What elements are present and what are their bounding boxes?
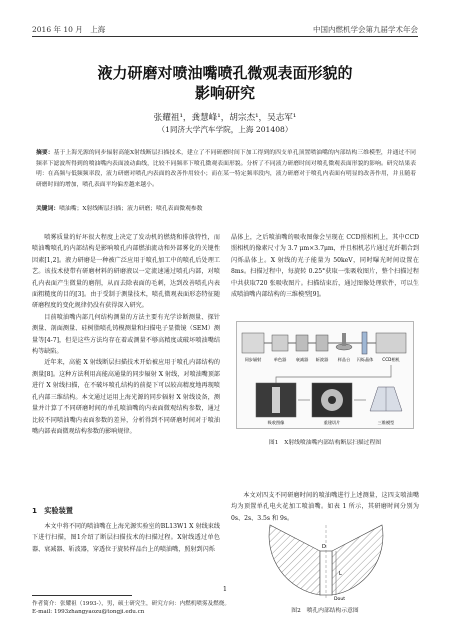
label-chopper: 斩波器 [315, 357, 329, 362]
paragraph-intro-1: 喷雾质量的好坏很大程度上决定了发动机的燃烧和排放特性，而喷油嘴喷孔的内部结构是影响喷孔内部燃油流动和外部雾化的关键性因素[1,2]。液力研磨是一种被广泛应用于喷孔加工中的喷孔后处理工艺。该技术使带有研磨材料的研磨液以一定流速通过喷孔内部，对喷孔内表面产生微量的磨削，从而去除表面的毛刺，达到改善喷孔内表面粗糙度的目的[3]。由于受制于测量技术，喷孔微观表面形态特征随研磨程度的变化规律仍没有获得深入研究。 [32, 234, 220, 310]
scintillator [362, 332, 367, 354]
label-outlet-diameter: Dout [334, 597, 346, 601]
affiliation: （1同济大学汽车学院，上海 201408） [157, 125, 293, 134]
left-column-body [32, 232, 220, 437]
chopper-box [316, 335, 328, 351]
label-image1: 吸收图像 [267, 420, 285, 425]
authors: 张耀祖¹，龚慧峰¹，胡宗杰¹，吴志军¹ [153, 113, 297, 123]
paper-title-line2: 影响研究 [194, 84, 255, 102]
figure-2-caption: 图2 喷孔内部结构示意图 [291, 608, 359, 614]
label-diameter: D [322, 544, 326, 550]
header-conference: 中国内燃机学会第九届学术年会 [313, 25, 418, 34]
source-box [242, 333, 264, 353]
label-image2: 重建切片 [323, 420, 341, 425]
figure-1-caption: 图1 X射线喷油嘴内部结构断层扫描过程图 [268, 440, 382, 446]
label-monochromator: 单色器 [273, 357, 287, 362]
abstract-label: 摘要： [36, 150, 54, 156]
label-attenuator: 衰减器 [295, 357, 309, 362]
monochromator-box [272, 335, 288, 351]
paper-title-line1: 液力研磨对喷油嘴喷孔微观表面形貌的 [97, 64, 353, 82]
paragraph-right-2: 本文对四支不同研磨时间的喷油嘴进行上述测量，这四支喷油嘴均为顶置单孔电火花加工喷油嘴。如表 1 所示，其研磨时间分别为 0s、2s、3.5s 和 9s。 [231, 492, 419, 522]
right-column-body [231, 232, 419, 300]
label-model: 三维模型 [377, 420, 395, 425]
label-scintillator: 闪烁晶体 [356, 357, 374, 362]
abstract-text: 基于上海光源的同步辐射高能X射线断层扫描技术，建立了不同研磨时间下加工得到的四支单孔顶置喷油嘴的内部结构三维模型，并通过不同频率下滤波所得到的喷油嘴内表面波动曲线，比较不同频率下喷孔微观表面形貌。分析了不同液力研磨时间对喷孔微观表面形貌的影响。研究结果表明：在高频与低频频率段，液力研磨对喷孔内表面的改善作用较小；而在某一特定频率段内，液力研磨对于喷孔内表面有明显的改善作用，并且随着研磨时间的增加，喷孔表面平均偏差越来越小。 [36, 150, 416, 188]
footnote-author: 作者简介：张耀祖（1993-），男，硕士研究生，研究方向：内燃机喷雾及燃烧。 [32, 601, 230, 607]
label-source: 同步辐射 [244, 357, 262, 362]
label-camera: CCD相机 [382, 357, 400, 362]
header-date-location: 2016 年 10 月 上海 [32, 25, 106, 34]
footnote-email[interactable]: E-mail: 1993zhangyaozu@tongji.edu.cn [32, 609, 145, 615]
paragraph-intro-2: 目前喷油嘴内部几何结构测量的方法主要有光学诊断测量、探针测量、剖面测量、硅树脂喷孔铸模测量和扫描电子显微镜（SEM）测量等[4-7]，但是这些方法均存在着或测量不够高精度或破坏喷油嘴结构等缺陷。 [32, 313, 220, 356]
header-rule [32, 36, 418, 37]
keywords-label: 关键词： [36, 206, 60, 212]
keywords-text: 喷油嘴；X射线断层扫描；液力研磨；喷孔表面微观参数 [59, 206, 203, 212]
slice-bore [328, 396, 336, 404]
label-length: L [339, 571, 342, 577]
right-column-after-fig1 [231, 490, 419, 524]
footnote-rule [32, 595, 132, 596]
figure-1-schematic [236, 321, 414, 429]
abstract [36, 148, 416, 190]
paragraph-right-1: 晶体上，之后喷油嘴的吸收图像会呈现在 CCD照相机上，其中CCD照相机的像素尺寸为 3.7 μm×3.7μm，并且相机芯片通过光纤耦合到闪烁晶体上。X 射线的光子能量为 50keV，同时曝光时间设置在 8ms。扫描过程中，每旋转 0.25°获取一张吸收图片，整个扫描过程中共获取720 张吸收图片。扫描结束后，通过图像处理软件，可以生成喷油嘴内部结构的三维模型[9]。 [231, 234, 419, 299]
left-column-section1 [32, 521, 220, 555]
ccd-camera [376, 333, 406, 353]
absorption-image-nozzle [272, 387, 280, 413]
label-sample: 样品台 [337, 357, 351, 362]
paragraph-section1: 本文中将不同的喷油嘴在上海光源实验室的BL13W1 X 射线束线下进行扫描，图1介绍了断层扫描技术的扫描过程。X射线透过单色器、衰减器、斩波器，穿透位于旋转样品台上的喷油嘴，照射到闪烁 [32, 523, 220, 553]
paragraph-intro-3: 近年来，高能 X 射线断层扫描技术开始被应用于喷孔内部结构的测量[8]。这种方法利用高能高通量的同步辐射 X 射线，对喷油嘴顶部进行 X 射线扫描，在不破坏喷孔结构的前提下可以较高精度地再现喷孔内部三维结构。本文通过运用上海光源的同步辐射 X 射线设备，测量并计算了不同研磨时间的单孔喷油嘴的内表面微观结构参数，通过比较不同喷油嘴内表面参数的差异，分析得到不同研磨时间对于喷油嘴内部表面微观结构参数的影响规律。 [32, 359, 220, 435]
keywords [36, 203, 416, 212]
section-heading-1: 1 实验装置 [32, 506, 73, 515]
attenuator-box [296, 335, 308, 351]
page-number: 1 [222, 585, 228, 593]
nozzle-sample [342, 333, 346, 346]
